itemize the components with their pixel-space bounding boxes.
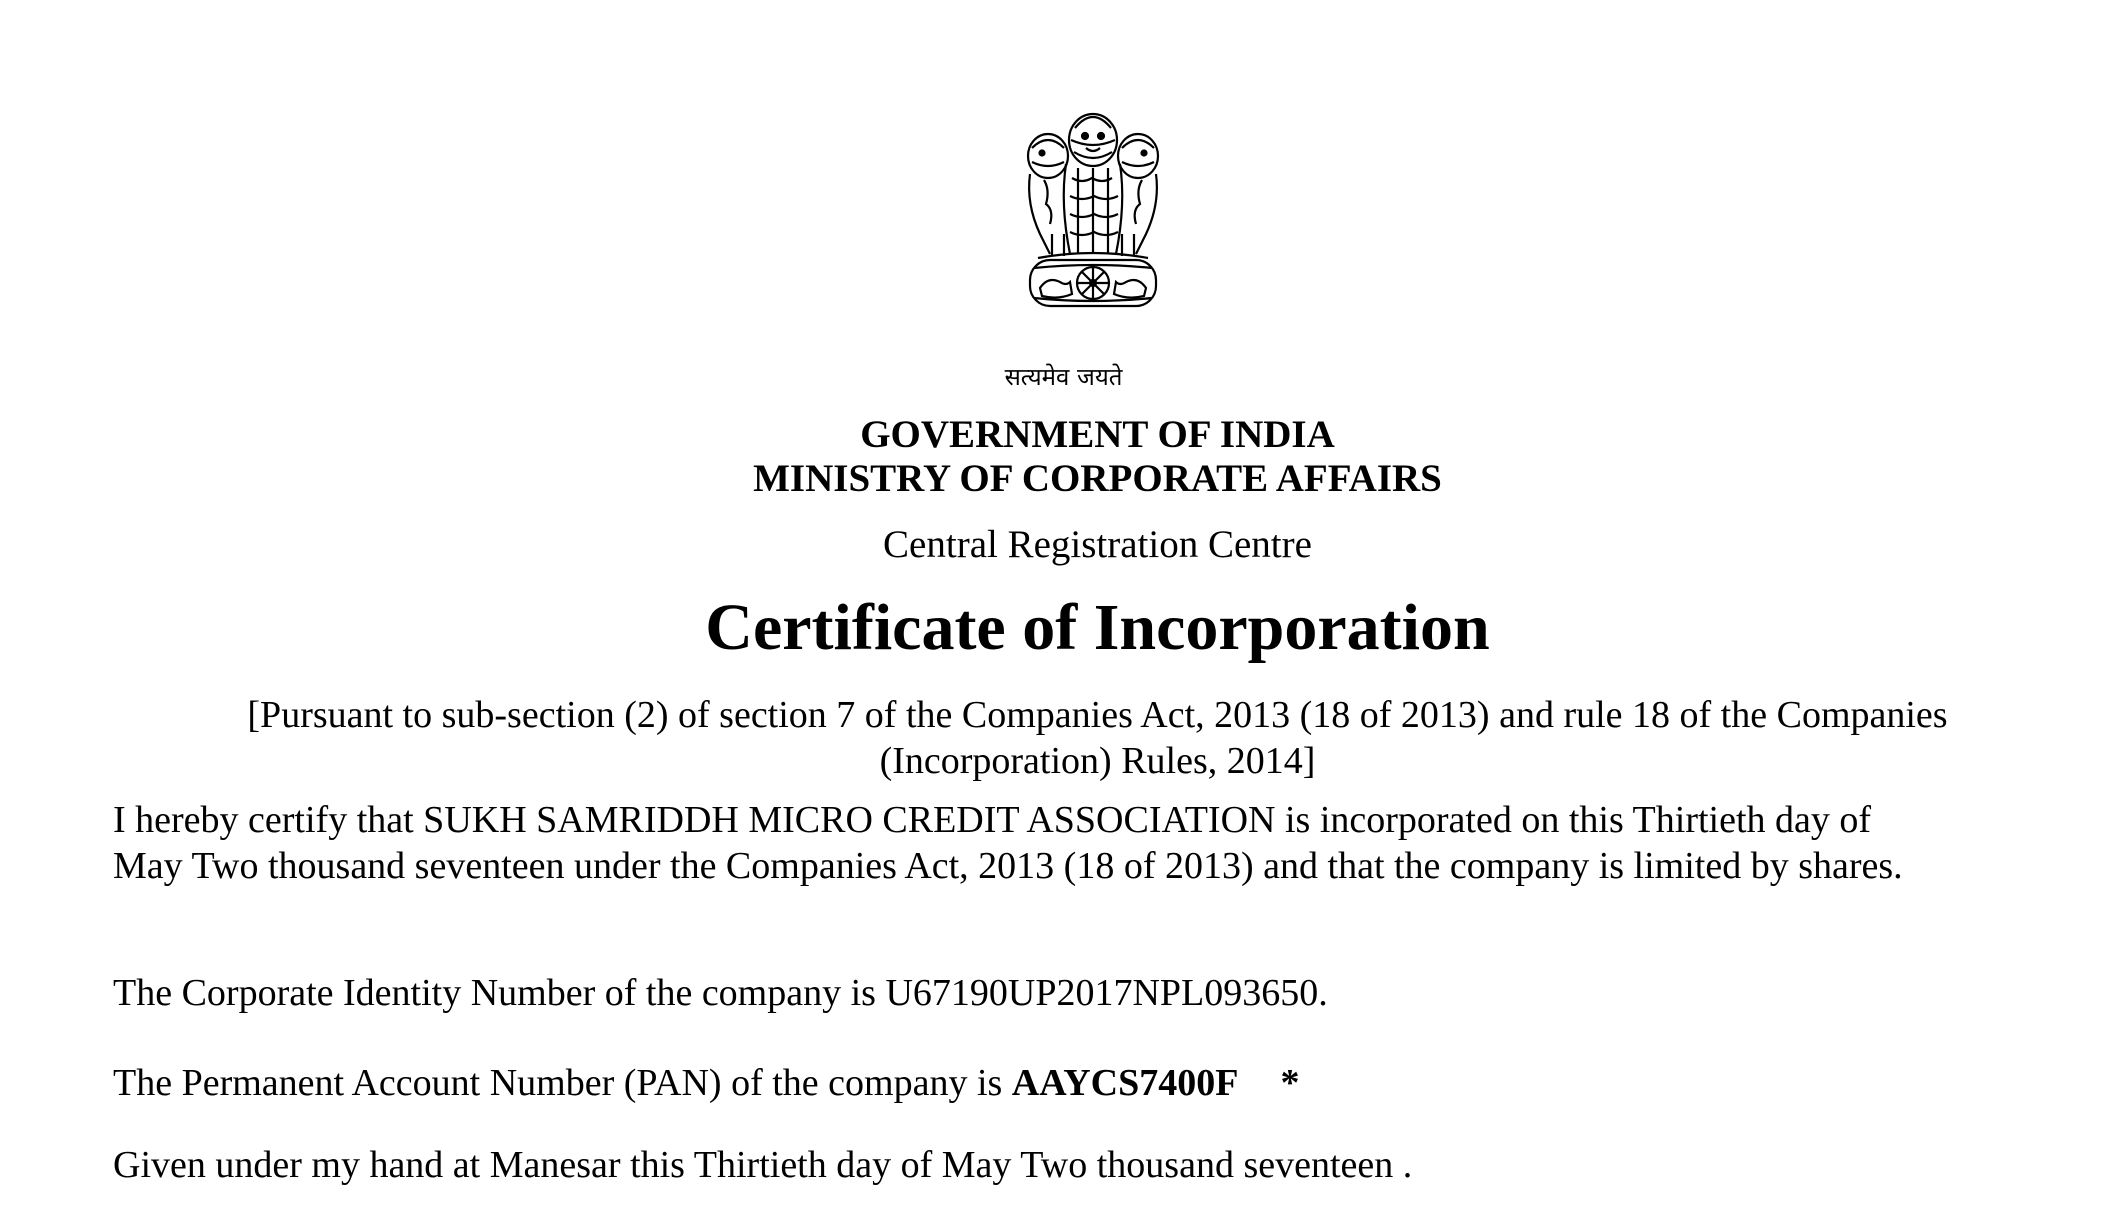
- registration-centre: Central Registration Centre: [883, 523, 1312, 566]
- national-emblem-icon: [1008, 108, 1178, 318]
- given-statement: Given under my hand at Manesar this Thirtieth day of May Two thousand seventeen .: [113, 1144, 1413, 1186]
- government-heading: GOVERNMENT OF INDIA: [860, 413, 1335, 456]
- pursuant-line-2: (Incorporation) Rules, 2014]: [879, 740, 1316, 782]
- certify-line-1: I hereby certify that SUKH SAMRIDDH MICRO CREDIT ASSOCIATION is incorporated on this Thirtieth day of: [113, 799, 1872, 841]
- pursuant-line-1: [Pursuant to sub-section (2) of section 7 of the Companies Act, 2013 (18 of 2013) and rule 18 of the Companies: [247, 694, 1948, 736]
- cin-statement: The Corporate Identity Number of the company is U67190UP2017NPL093650.: [113, 972, 1328, 1014]
- pan-label: The Permanent Account Number (PAN) of the company is: [113, 1062, 1012, 1104]
- pan-asterisk: *: [1280, 1062, 1300, 1104]
- certificate-title: Certificate of Incorporation: [705, 591, 1490, 664]
- pan-value: AAYCS7400F: [1011, 1062, 1239, 1104]
- national-motto: सत्यमेव जयते: [1004, 363, 1123, 391]
- pan-statement: [113, 1060, 1299, 1106]
- ministry-heading: MINISTRY OF CORPORATE AFFAIRS: [753, 457, 1442, 500]
- certify-line-2: May Two thousand seventeen under the Companies Act, 2013 (18 of 2013) and that the company is limited by shares.: [113, 845, 1903, 887]
